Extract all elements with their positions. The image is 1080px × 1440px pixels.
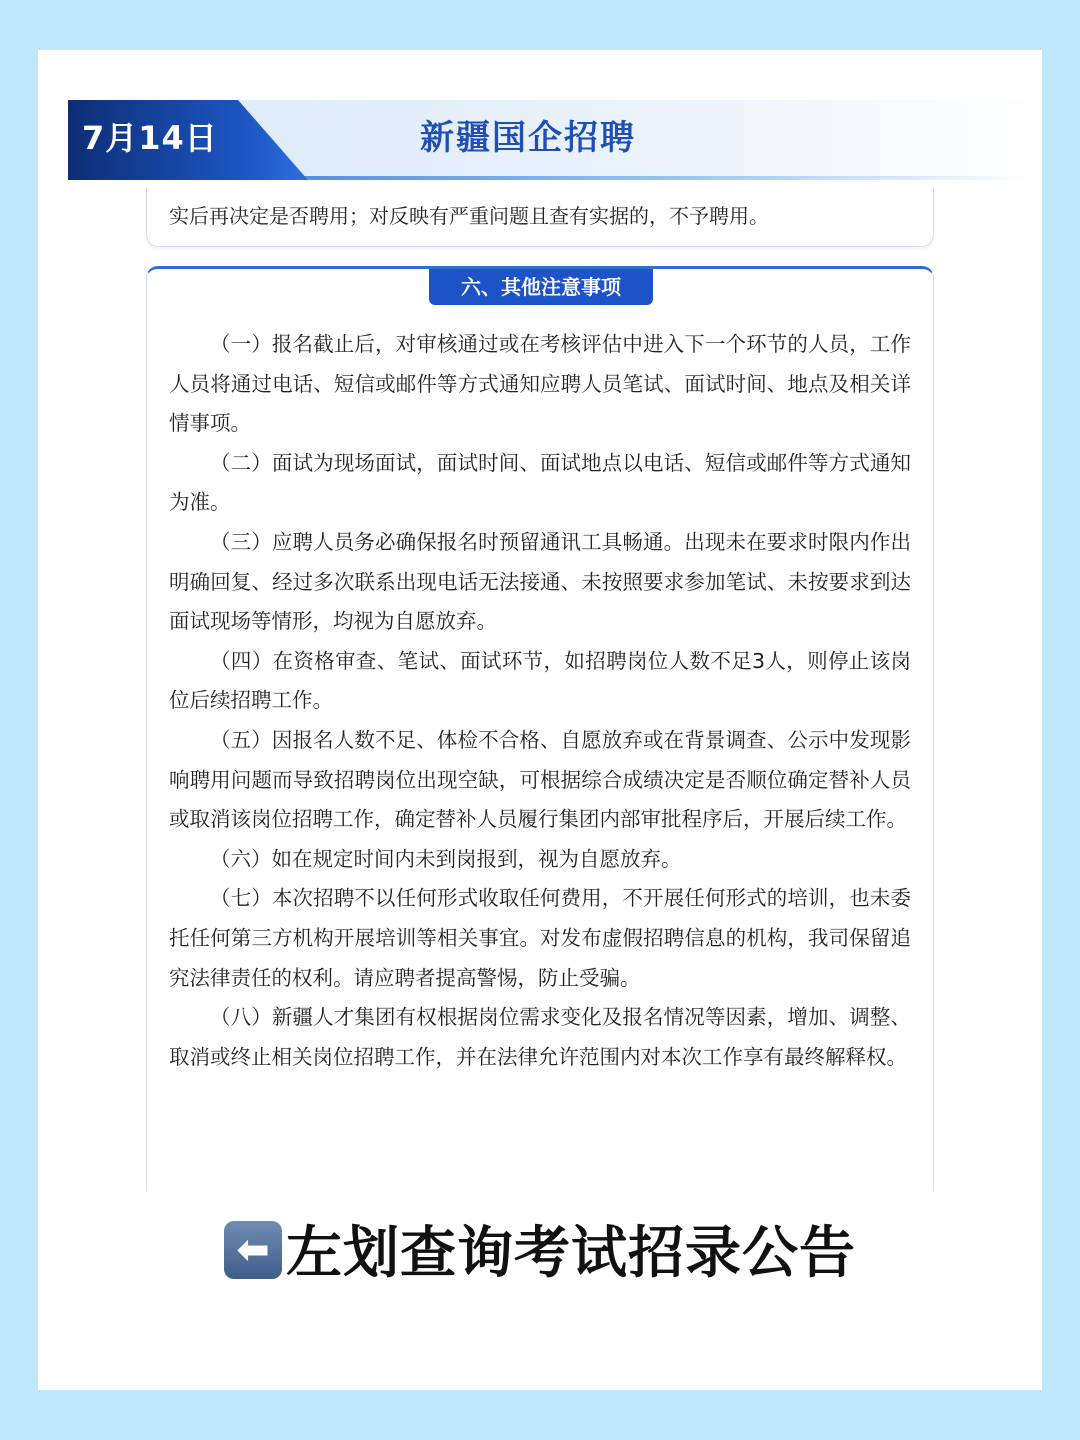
note-item-8: （八）新疆人才集团有权根据岗位需求变化及报名情况等因素，增加、调整、取消或终止相关岗位招聘工作，并在法律允许范围内对本次工作享有最终解释权。 — [169, 1005, 911, 1069]
note-item-2: （二）面试为现场面试，面试时间、面试地点以电话、短信或邮件等方式通知为准。 — [169, 450, 911, 515]
note-item-1: （一）报名截止后，对审核通过或在考核评估中进入下一个环节的人员，工作人员将通过电话、短信或邮件等方式通知应聘人员笔试、面试时间、地点及相关详情事项。 — [169, 332, 911, 436]
continuation-text: 实后再决定是否聘用；对反映有严重问题且查有实据的，不予聘用。 — [169, 204, 769, 228]
note-item-6: （六）如在规定时间内未到岗报到，视为自愿放弃。 — [210, 846, 682, 871]
note-item-3: （三）应聘人员务必确保报名时预留通讯工具畅通。出现未在要求时限内作出明确回复、经过多次联系出现电话无法接通、未按照要求参加笔试、未按要求到达面试现场等情形，均视为自愿放弃。 — [169, 529, 911, 634]
section-title: 六、其他注意事项 — [429, 269, 653, 305]
left-arrow-icon: ⬅ — [224, 1221, 282, 1279]
document-page — [38, 50, 1042, 1390]
date-label: 7月14日 — [82, 119, 218, 157]
note-item-5: （五）因报名人数不足、体检不合格、自愿放弃或在背景调查、公示中发现影响聘用问题而导致招聘岗位出现空缺，可根据综合成绩决定是否顺位确定替补人员或取消该岗位招聘工作，确定替补人员履行集团内部审批程序后，开展后续工作。 — [169, 727, 911, 832]
swipe-hint-text: 左划查询考试招录公告 — [286, 1221, 856, 1286]
note-item-4: （四）在资格审查、笔试、面试环节，如招聘岗位人数不足3人，则停止该岗位后续招聘工作。 — [169, 648, 911, 713]
note-item-7: （七）本次招聘不以任何形式收取任何费用，不开展任何形式的培训，也未委托任何第三方机构开展培训等相关事宜。对发布虚假招聘信息的机构，我司保留追究法律责任的权利。请应聘者提高警惕，防止受骗。 — [169, 886, 911, 990]
notes-section-card — [146, 266, 934, 1191]
notes-list — [169, 325, 911, 1077]
swipe-hint[interactable] — [170, 1214, 910, 1294]
page-title: 新疆国企招聘 — [420, 118, 636, 158]
previous-section-card — [146, 188, 934, 247]
